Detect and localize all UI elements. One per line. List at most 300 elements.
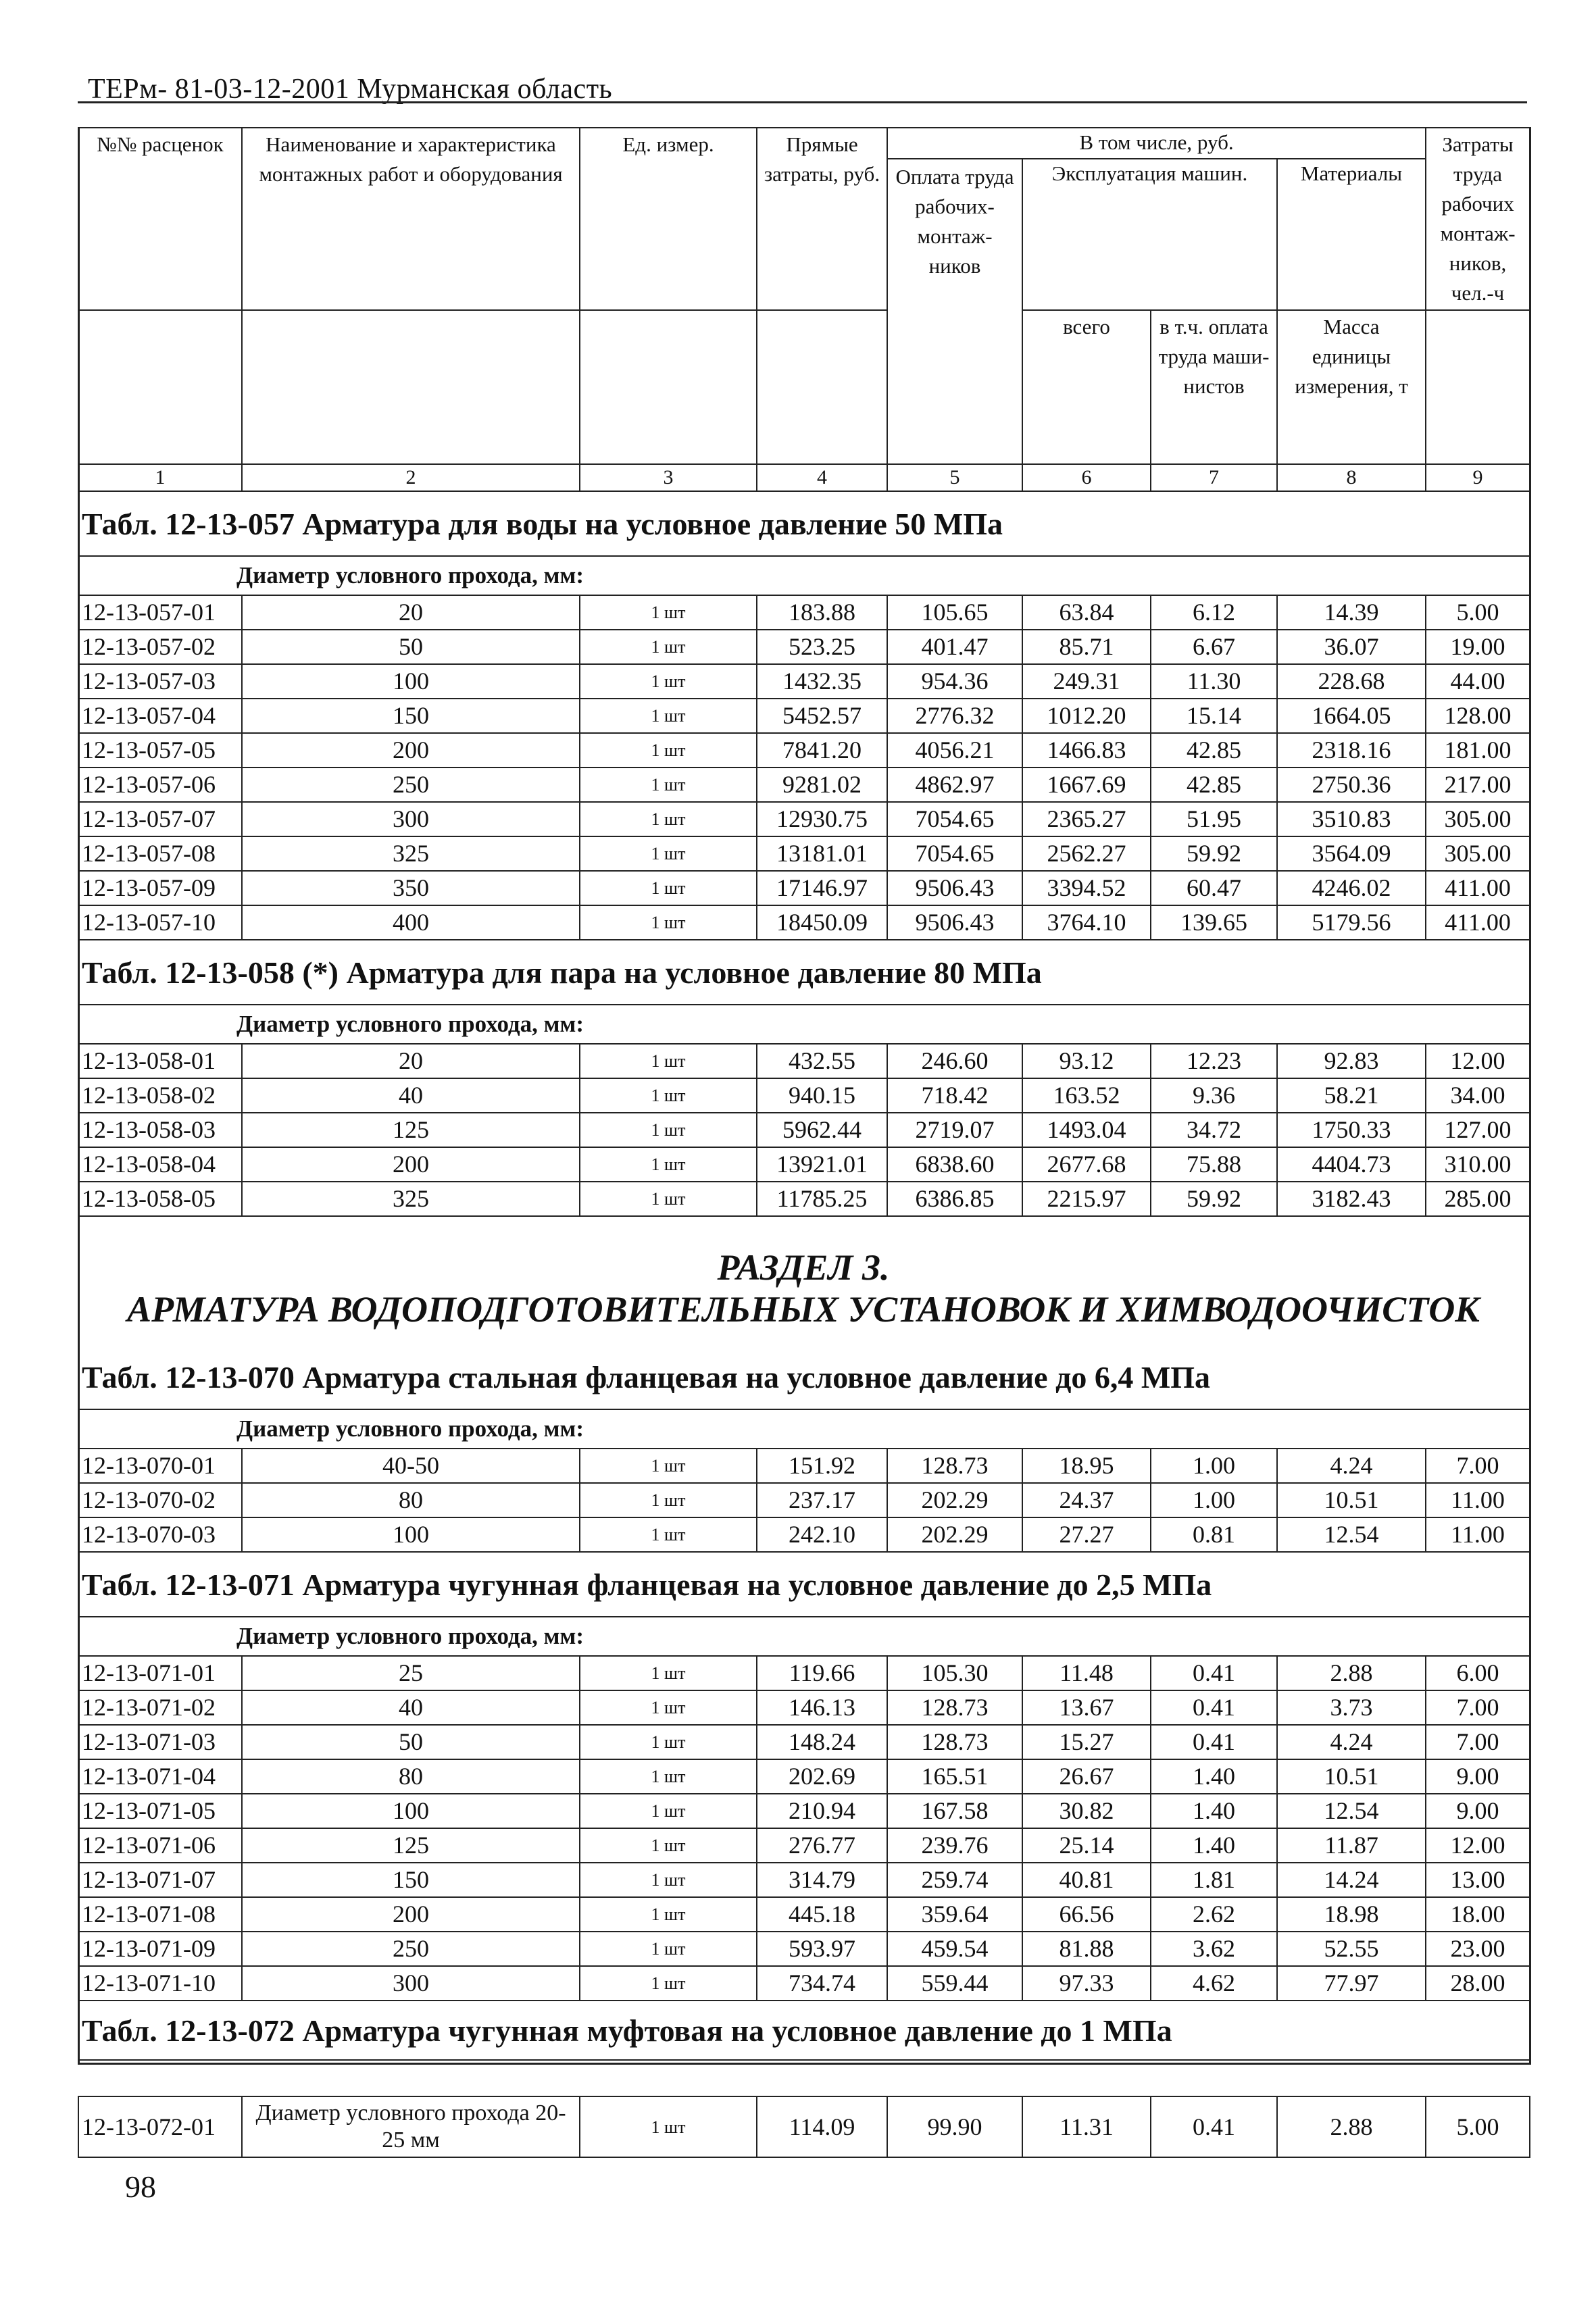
rate-code: 12-13-071-10 [78, 1966, 242, 2001]
machine-wages: 34.72 [1151, 1113, 1277, 1147]
column-number: 9 [1426, 464, 1530, 491]
diameter: 250 [242, 1932, 580, 1966]
machine-wages: 0.41 [1151, 1690, 1277, 1725]
rate-code: 12-13-071-03 [78, 1725, 242, 1759]
col-header-labor-cont [1426, 310, 1530, 464]
machine-wages: 11.30 [1151, 664, 1277, 699]
materials: 11.87 [1277, 1828, 1426, 1863]
col-header-exploitation: Эксплуатация машин. [1022, 159, 1277, 310]
labor: 44.00 [1426, 664, 1530, 699]
machine-total: 11.48 [1022, 1656, 1151, 1690]
wages: 459.54 [887, 1932, 1022, 1966]
rates-table [78, 1448, 1530, 1553]
direct-costs: 13181.01 [757, 836, 887, 871]
table-row [78, 1863, 1530, 1897]
col-header-code-cont [78, 310, 242, 464]
machine-total: 25.14 [1022, 1828, 1151, 1863]
labor: 411.00 [1426, 871, 1530, 905]
direct-costs: 1432.35 [757, 664, 887, 699]
machine-wages: 2.62 [1151, 1897, 1277, 1932]
labor: 5.00 [1426, 595, 1530, 630]
wages: 6386.85 [887, 1182, 1022, 1216]
unit: 1 шт [580, 768, 757, 802]
machine-wages: 0.81 [1151, 1517, 1277, 1552]
table-row [78, 1483, 1530, 1517]
machine-total: 2215.97 [1022, 1182, 1151, 1216]
rate-code: 12-13-057-08 [78, 836, 242, 871]
machine-wages: 1.00 [1151, 1483, 1277, 1517]
unit: 1 шт [580, 664, 757, 699]
table-row [78, 1656, 1530, 1690]
labor: 217.00 [1426, 768, 1530, 802]
materials: 36.07 [1277, 630, 1426, 664]
wages: 559.44 [887, 1966, 1022, 2001]
table-title: Табл. 12-13-071 Арматура чугунная фланцевая на условное давление до 2,5 МПа [78, 1553, 1529, 1617]
tables-group-2 [78, 1345, 1529, 2001]
col-header-direct-cont [757, 310, 887, 464]
table-title: Табл. 12-13-070 Арматура стальная фланцевая на условное давление до 6,4 МПа [78, 1345, 1529, 1410]
col-header-unit: Ед. измер. [580, 128, 757, 310]
unit: 1 шт [580, 1897, 757, 1932]
unit: 1 шт [580, 1759, 757, 1794]
unit: 1 шт [580, 836, 757, 871]
direct-costs: 445.18 [757, 1897, 887, 1932]
labor: 305.00 [1426, 802, 1530, 836]
labor: 18.00 [1426, 1897, 1530, 1932]
rate-code: 12-13-071-08 [78, 1897, 242, 1932]
machine-wages: 60.47 [1151, 871, 1277, 905]
unit: 1 шт [580, 1517, 757, 1552]
machine-total: 2677.68 [1022, 1147, 1151, 1182]
direct-costs: 146.13 [757, 1690, 887, 1725]
rate-code: 12-13-058-03 [78, 1113, 242, 1147]
diameter: 100 [242, 1517, 580, 1552]
wages: 4862.97 [887, 768, 1022, 802]
diameter: 300 [242, 1966, 580, 2001]
labor: 19.00 [1426, 630, 1530, 664]
machine-wages: 59.92 [1151, 1182, 1277, 1216]
direct-costs: 7841.20 [757, 733, 887, 768]
direct-costs: 940.15 [757, 1078, 887, 1113]
table-row [78, 1044, 1530, 1078]
diameter: 200 [242, 1147, 580, 1182]
wages: 246.60 [887, 1044, 1022, 1078]
section-heading [78, 1217, 1529, 1345]
diameter: 80 [242, 1759, 580, 1794]
document-body [78, 127, 1529, 2158]
direct-costs: 202.69 [757, 1759, 887, 1794]
unit: 1 шт [580, 733, 757, 768]
machine-wages: 0.41 [1151, 1656, 1277, 1690]
table-row [78, 1897, 1530, 1932]
wages: 7054.65 [887, 802, 1022, 836]
table-row [78, 905, 1530, 940]
wages: 9506.43 [887, 905, 1022, 940]
unit: 1 шт [580, 1147, 757, 1182]
column-number: 7 [1151, 464, 1277, 491]
section-number: РАЗДЕЛ 3. [717, 1247, 890, 1288]
machine-total: 24.37 [1022, 1483, 1151, 1517]
direct-costs: 276.77 [757, 1828, 887, 1863]
wages: 128.73 [887, 1725, 1022, 1759]
wages: 359.64 [887, 1897, 1022, 1932]
machine-total: 30.82 [1022, 1794, 1151, 1828]
diameter: 40 [242, 1690, 580, 1725]
rates-table [78, 1043, 1530, 1217]
labor: 128.00 [1426, 699, 1530, 733]
rate-code: 12-13-071-05 [78, 1794, 242, 1828]
direct-costs: 17146.97 [757, 871, 887, 905]
unit: 1 шт [580, 595, 757, 630]
table-12-13-072 [78, 2059, 1530, 2158]
materials: 14.24 [1277, 1863, 1426, 1897]
rate-code: 12-13-057-06 [78, 768, 242, 802]
machine-total: 15.27 [1022, 1725, 1151, 1759]
labor: 6.00 [1426, 1656, 1530, 1690]
col-header-exploit-wages: в т.ч. оплата труда маши-нистов [1151, 310, 1277, 464]
materials: 3182.43 [1277, 1182, 1426, 1216]
table-title: Табл. 12-13-058 (*) Арматура для пара на условное давление 80 МПа [78, 940, 1529, 1005]
wages: 167.58 [887, 1794, 1022, 1828]
table-row [78, 1078, 1530, 1113]
table-row [78, 1517, 1530, 1552]
diameter-label: Диаметр условного прохода, мм: [236, 1011, 584, 1037]
tables-group-1 [78, 492, 1529, 1217]
table-title: Табл. 12-13-072 Арматура чугунная муфтовая на условное давление до 1 МПа [82, 2013, 1172, 2048]
machine-total: 2365.27 [1022, 802, 1151, 836]
direct-costs: 523.25 [757, 630, 887, 664]
table-row [78, 1759, 1530, 1794]
wages: 718.42 [887, 1078, 1022, 1113]
diameter: 40-50 [242, 1449, 580, 1483]
machine-total: 1466.83 [1022, 733, 1151, 768]
direct-costs: 432.55 [757, 1044, 887, 1078]
labor: 9.00 [1426, 1794, 1530, 1828]
unit: 1 шт [580, 905, 757, 940]
direct-costs: 12930.75 [757, 802, 887, 836]
direct-costs: 242.10 [757, 1517, 887, 1552]
diameter: 20 [242, 595, 580, 630]
machine-total: 40.81 [1022, 1863, 1151, 1897]
materials: 12.54 [1277, 1517, 1426, 1552]
direct-costs: 18450.09 [757, 905, 887, 940]
col-header-labor: Затраты труда рабочих монтаж-ников, чел.-ч [1426, 128, 1530, 310]
direct-costs: 148.24 [757, 1725, 887, 1759]
diameter: 200 [242, 733, 580, 768]
materials: 14.39 [1277, 595, 1426, 630]
table-row [78, 595, 1530, 630]
diameter: 50 [242, 630, 580, 664]
table-row [78, 1966, 1530, 2001]
labor: 12.00 [1426, 1044, 1530, 1078]
table-title: Табл. 12-13-057 Арматура для воды на условное давление 50 МПа [78, 492, 1529, 557]
diameter-label: Диаметр условного прохода, мм: [236, 1415, 584, 1442]
diameter: 100 [242, 664, 580, 699]
machine-total: 93.12 [1022, 1044, 1151, 1078]
rate-code: 12-13-071-04 [78, 1759, 242, 1794]
table-row [78, 1725, 1530, 1759]
table-row [78, 802, 1530, 836]
column-number: 3 [580, 464, 757, 491]
col-header-materials: Материалы [1277, 159, 1426, 310]
column-header-table [78, 127, 1530, 492]
direct-costs: 5962.44 [757, 1113, 887, 1147]
rate-code: 12-13-070-03 [78, 1517, 242, 1552]
machine-wages: 3.62 [1151, 1932, 1277, 1966]
rate-code: 12-13-058-04 [78, 1147, 242, 1182]
column-number: 1 [78, 464, 242, 491]
rate-code: 12-13-057-03 [78, 664, 242, 699]
machine-total: 18.95 [1022, 1449, 1151, 1483]
machine-total: 3394.52 [1022, 871, 1151, 905]
machine-wages: 1.00 [1151, 1449, 1277, 1483]
rate-code: 12-13-057-02 [78, 630, 242, 664]
unit: 1 шт [580, 630, 757, 664]
labor: 28.00 [1426, 1966, 1530, 2001]
wages: 128.73 [887, 1449, 1022, 1483]
machine-total: 163.52 [1022, 1078, 1151, 1113]
table-row [78, 1449, 1530, 1483]
rate-code: 12-13-057-10 [78, 905, 242, 940]
labor: 34.00 [1426, 1078, 1530, 1113]
labor: 181.00 [1426, 733, 1530, 768]
unit: 1 шт [580, 871, 757, 905]
unit: 1 шт [580, 1449, 757, 1483]
table-row [78, 1690, 1530, 1725]
table-row [78, 768, 1530, 802]
materials: 12.54 [1277, 1794, 1426, 1828]
unit: 1 шт [580, 1966, 757, 2001]
machine-wages: 0.41 [1151, 1725, 1277, 1759]
direct-costs: 210.94 [757, 1794, 887, 1828]
diameter: 125 [242, 1828, 580, 1863]
column-number: 5 [887, 464, 1022, 491]
diameter: 250 [242, 768, 580, 802]
labor: 411.00 [1426, 905, 1530, 940]
direct-costs: 5452.57 [757, 699, 887, 733]
wages: 105.65 [887, 595, 1022, 630]
rate-code: 12-13-071-06 [78, 1828, 242, 1863]
machine-total: 249.31 [1022, 664, 1151, 699]
diameter: 400 [242, 905, 580, 940]
materials: 92.83 [1277, 1044, 1426, 1078]
item-name: Диаметр условного прохода 20-25 мм [242, 2096, 580, 2157]
machine-total: 27.27 [1022, 1517, 1151, 1552]
table-row [78, 1932, 1530, 1966]
header-rule [78, 101, 1527, 103]
column-numbers-row [78, 464, 1530, 491]
unit: 1 шт [580, 1656, 757, 1690]
rate-code: 12-13-057-01 [78, 595, 242, 630]
materials: 2318.16 [1277, 733, 1426, 768]
machine-wages: 1.40 [1151, 1828, 1277, 1863]
labor: 11.00 [1426, 1483, 1530, 1517]
col-header-name: Наименование и характеристика монтажных работ и оборудования [242, 128, 580, 310]
materials: 2.88 [1277, 2096, 1426, 2157]
labor: 310.00 [1426, 1147, 1530, 1182]
wages: 2719.07 [887, 1113, 1022, 1147]
table-row [78, 836, 1530, 871]
machine-total: 66.56 [1022, 1897, 1151, 1932]
diameter: 325 [242, 836, 580, 871]
diameter-label: Диаметр условного прохода, мм: [236, 1623, 584, 1649]
labor: 7.00 [1426, 1725, 1530, 1759]
rate-code: 12-13-071-01 [78, 1656, 242, 1690]
machine-wages: 12.23 [1151, 1044, 1277, 1078]
col-header-group: В том числе, руб. [887, 128, 1426, 159]
column-number: 8 [1277, 464, 1426, 491]
machine-wages: 75.88 [1151, 1147, 1277, 1182]
diameter: 150 [242, 1863, 580, 1897]
diameter: 80 [242, 1483, 580, 1517]
unit: 1 шт [580, 1794, 757, 1828]
col-header-unit-cont [580, 310, 757, 464]
unit: 1 шт [580, 1863, 757, 1897]
page-header: ТЕРм- 81-03-12-2001 Мурманская область [88, 74, 613, 105]
direct-costs: 183.88 [757, 595, 887, 630]
machine-wages: 59.92 [1151, 836, 1277, 871]
direct-costs: 13921.01 [757, 1147, 887, 1182]
diameter: 50 [242, 1725, 580, 1759]
table-row [78, 1147, 1530, 1182]
machine-wages: 15.14 [1151, 699, 1277, 733]
wages: 105.30 [887, 1656, 1022, 1690]
direct-costs: 593.97 [757, 1932, 887, 1966]
materials: 1750.33 [1277, 1113, 1426, 1147]
direct-costs: 11785.25 [757, 1182, 887, 1216]
machine-total: 11.31 [1022, 2096, 1151, 2157]
unit: 1 шт [580, 2096, 757, 2157]
direct-costs: 314.79 [757, 1863, 887, 1897]
wages: 954.36 [887, 664, 1022, 699]
machine-wages: 51.95 [1151, 802, 1277, 836]
col-header-wages: Оплата труда рабочих-монтаж-ников [887, 159, 1022, 464]
section-title: АРМАТУРА ВОДОПОДГОТОВИТЕЛЬНЫХ УСТАНОВОК И ХИМВОДООЧИСТОК [127, 1289, 1480, 1330]
labor: 5.00 [1426, 2096, 1530, 2157]
column-number: 6 [1022, 464, 1151, 491]
rate-code: 12-13-071-02 [78, 1690, 242, 1725]
machine-wages: 1.40 [1151, 1794, 1277, 1828]
wages: 401.47 [887, 630, 1022, 664]
diameter: 300 [242, 802, 580, 836]
page-number: 98 [125, 2169, 156, 2204]
materials: 10.51 [1277, 1483, 1426, 1517]
rate-code: 12-13-071-09 [78, 1932, 242, 1966]
machine-wages: 1.40 [1151, 1759, 1277, 1794]
wages: 259.74 [887, 1863, 1022, 1897]
rate-code: 12-13-070-02 [78, 1483, 242, 1517]
direct-costs: 114.09 [757, 2096, 887, 2157]
unit: 1 шт [580, 1725, 757, 1759]
rate-code: 12-13-057-04 [78, 699, 242, 733]
diameter: 350 [242, 871, 580, 905]
table-row [78, 1113, 1530, 1147]
table-row [78, 871, 1530, 905]
col-header-name-cont [242, 310, 580, 464]
labor: 7.00 [1426, 1690, 1530, 1725]
rate-code: 12-13-070-01 [78, 1449, 242, 1483]
materials: 3510.83 [1277, 802, 1426, 836]
col-header-code: №№ расценок [78, 128, 242, 310]
machine-wages: 4.62 [1151, 1966, 1277, 2001]
wages: 99.90 [887, 2096, 1022, 2157]
machine-total: 1493.04 [1022, 1113, 1151, 1147]
machine-total: 81.88 [1022, 1932, 1151, 1966]
direct-costs: 734.74 [757, 1966, 887, 2001]
labor: 12.00 [1426, 1828, 1530, 1863]
unit: 1 шт [580, 1078, 757, 1113]
unit: 1 шт [580, 1113, 757, 1147]
labor: 127.00 [1426, 1113, 1530, 1147]
machine-wages: 0.41 [1151, 2096, 1277, 2157]
machine-wages: 1.81 [1151, 1863, 1277, 1897]
labor: 11.00 [1426, 1517, 1530, 1552]
unit: 1 шт [580, 1182, 757, 1216]
machine-total: 1012.20 [1022, 699, 1151, 733]
unit: 1 шт [580, 1483, 757, 1517]
labor: 9.00 [1426, 1759, 1530, 1794]
direct-costs: 237.17 [757, 1483, 887, 1517]
diameter: 150 [242, 699, 580, 733]
machine-total: 85.71 [1022, 630, 1151, 664]
direct-costs: 9281.02 [757, 768, 887, 802]
table-row [78, 699, 1530, 733]
wages: 202.29 [887, 1483, 1022, 1517]
labor: 13.00 [1426, 1863, 1530, 1897]
machine-total: 3764.10 [1022, 905, 1151, 940]
wages: 4056.21 [887, 733, 1022, 768]
column-number: 2 [242, 464, 580, 491]
materials: 4246.02 [1277, 871, 1426, 905]
materials: 4404.73 [1277, 1147, 1426, 1182]
machine-total: 13.67 [1022, 1690, 1151, 1725]
table-row [78, 2096, 1530, 2157]
unit: 1 шт [580, 1828, 757, 1863]
materials: 228.68 [1277, 664, 1426, 699]
materials: 3.73 [1277, 1690, 1426, 1725]
rate-code: 12-13-057-05 [78, 733, 242, 768]
col-header-direct-costs: Прямые затраты, руб. [757, 128, 887, 310]
labor: 285.00 [1426, 1182, 1530, 1216]
rate-code: 12-13-058-01 [78, 1044, 242, 1078]
table-row [78, 664, 1530, 699]
rate-code: 12-13-072-01 [78, 2096, 242, 2157]
machine-wages: 6.12 [1151, 595, 1277, 630]
rate-code: 12-13-058-02 [78, 1078, 242, 1113]
rates-table [78, 1655, 1530, 2001]
materials: 58.21 [1277, 1078, 1426, 1113]
col-header-exploit-total: всего [1022, 310, 1151, 464]
unit: 1 шт [580, 1932, 757, 1966]
machine-total: 26.67 [1022, 1759, 1151, 1794]
machine-wages: 42.85 [1151, 733, 1277, 768]
labor: 7.00 [1426, 1449, 1530, 1483]
machine-wages: 42.85 [1151, 768, 1277, 802]
diameter: 25 [242, 1656, 580, 1690]
materials: 2.88 [1277, 1656, 1426, 1690]
wages: 202.29 [887, 1517, 1022, 1552]
diameter: 125 [242, 1113, 580, 1147]
diameter: 100 [242, 1794, 580, 1828]
machine-wages: 9.36 [1151, 1078, 1277, 1113]
materials: 5179.56 [1277, 905, 1426, 940]
materials: 4.24 [1277, 1449, 1426, 1483]
wages: 7054.65 [887, 836, 1022, 871]
materials: 52.55 [1277, 1932, 1426, 1966]
unit: 1 шт [580, 1044, 757, 1078]
wages: 128.73 [887, 1690, 1022, 1725]
materials: 2750.36 [1277, 768, 1426, 802]
